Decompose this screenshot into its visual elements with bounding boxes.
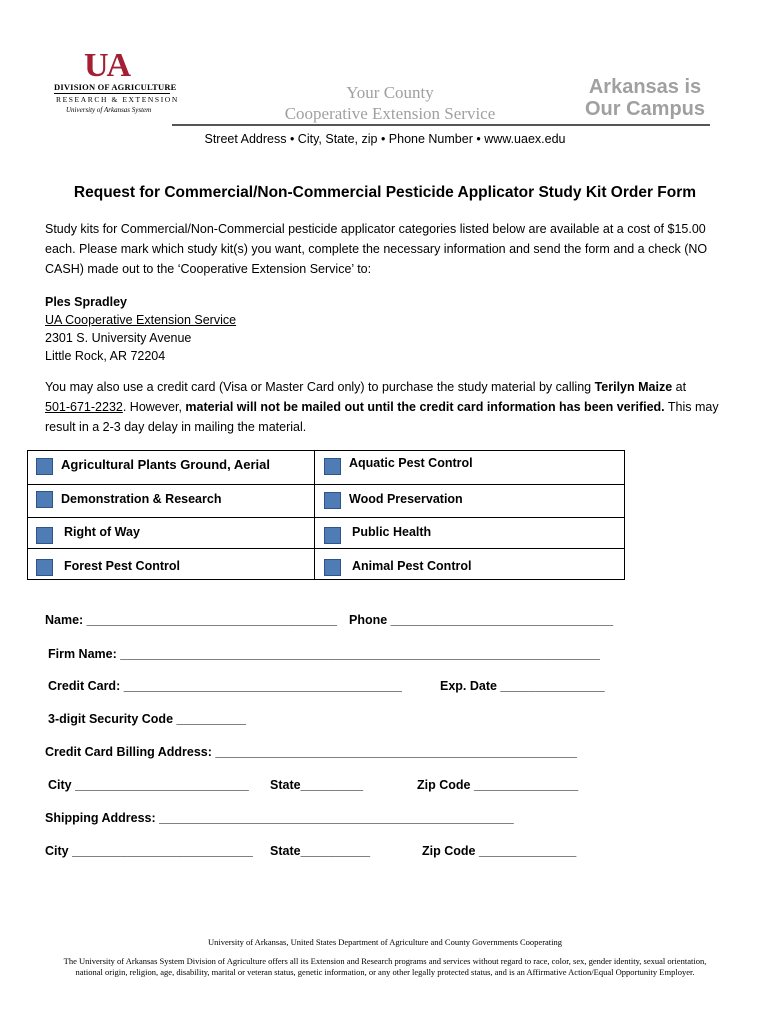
option-aquatic-pest: Aquatic Pest Control xyxy=(349,456,473,470)
credit-note-text: You may also use a credit card (Visa or Master Card only) to purchase the study material by calling xyxy=(45,380,595,394)
logo-divider xyxy=(54,93,170,94)
checkbox-forest-pest[interactable] xyxy=(36,559,53,576)
security-code-field[interactable]: 3-digit Security Code __________ xyxy=(48,712,247,726)
shipping-zip-field[interactable]: Zip Code ______________ xyxy=(422,844,577,858)
option-animal-pest: Animal Pest Control xyxy=(352,559,472,573)
billing-city-field[interactable]: City _________________________ xyxy=(48,778,249,792)
checkbox-public-health[interactable] xyxy=(324,527,341,544)
campus-line-1: Arkansas is xyxy=(588,76,702,98)
name-field[interactable]: Name: ____________________________________ xyxy=(45,613,337,627)
logo-division-text: DIVISION OF AGRICULTURE xyxy=(54,82,177,92)
campus-slogan xyxy=(570,76,720,120)
study-kit-options xyxy=(27,450,625,580)
logo-system-text: University of Arkansas System xyxy=(66,106,152,114)
shipping-address-field[interactable]: Shipping Address: ___________________________________________________ xyxy=(45,811,514,825)
option-public-health: Public Health xyxy=(352,525,432,539)
recipient-name: Ples Spradley xyxy=(45,295,127,309)
row-divider xyxy=(28,517,624,518)
county-office-name xyxy=(250,82,530,124)
footer-eeo-statement: The University of Arkansas System Division of Agriculture offers all its Extension and Research programs and services without regard to race, color, sex, gender identity, sexual orientation, national origin, religion, age, disability, marital or veteran status, genetic information, or any other legally protected status, and is an Affirmative Action/Equal Opportunity Employer. xyxy=(63,956,707,977)
county-line: Your County xyxy=(346,83,434,102)
recipient-street: 2301 S. University Avenue xyxy=(45,331,192,345)
logo-mark: UA xyxy=(84,47,130,84)
row-divider xyxy=(28,548,624,549)
credit-note-text: . However, xyxy=(122,400,186,414)
office-address: Street Address • City, State, zip • Phone Number • www.uaex.edu xyxy=(204,132,566,146)
intro-paragraph: Study kits for Commercial/Non-Commercial pesticide applicator categories listed below are available at a cost of $15.00 each. Please mark which study kit(s) you want, complete the necessary information and send the form and a check (NO CASH) made out to the ‘Cooperative Extension Service’ to: xyxy=(45,222,708,276)
billing-state-field[interactable]: State_________ xyxy=(270,778,364,792)
billing-zip-field[interactable]: Zip Code _______________ xyxy=(417,778,579,792)
firm-name-field[interactable]: Firm Name: _____________________________________________________________________ xyxy=(48,647,600,661)
billing-address-field[interactable]: Credit Card Billing Address: ____________________________________________________ xyxy=(45,745,577,759)
option-agricultural-plants: Agricultural Plants Ground, Aerial xyxy=(61,457,270,472)
header-divider xyxy=(172,124,710,126)
option-wood-preservation: Wood Preservation xyxy=(349,492,463,506)
uada-logo xyxy=(54,47,179,120)
logo-research-text: RESEARCH & EXTENSION xyxy=(56,95,179,104)
checkbox-right-of-way[interactable] xyxy=(36,527,53,544)
contact-phone-link[interactable]: 501-671-2232 xyxy=(45,400,123,414)
checkbox-agricultural-plants[interactable] xyxy=(36,458,53,475)
footer-cooperating: University of Arkansas, United States Department of Agriculture and County Governments Cooperating xyxy=(207,937,563,947)
phone-field[interactable]: Phone ________________________________ xyxy=(349,613,614,627)
exp-date-field[interactable]: Exp. Date _______________ xyxy=(440,679,605,693)
row-divider xyxy=(28,484,624,485)
form-title: Request for Commercial/Non-Commercial Pesticide Applicator Study Kit Order Form xyxy=(73,184,697,201)
campus-line-2: Our Campus xyxy=(584,98,706,120)
mailing-address xyxy=(45,293,236,365)
column-divider xyxy=(314,451,315,579)
recipient-org: UA Cooperative Extension Service xyxy=(45,313,237,327)
option-right-of-way: Right of Way xyxy=(64,525,140,539)
contact-name: Terilyn Maize xyxy=(594,380,673,394)
option-forest-pest: Forest Pest Control xyxy=(64,559,180,573)
checkbox-animal-pest[interactable] xyxy=(324,559,341,576)
checkbox-demonstration-research[interactable] xyxy=(36,491,53,508)
shipping-city-field[interactable]: City __________________________ xyxy=(45,844,253,858)
recipient-city: Little Rock, AR 72204 xyxy=(45,349,166,363)
service-line: Cooperative Extension Service xyxy=(284,104,496,123)
option-demonstration-research: Demonstration & Research xyxy=(61,492,222,506)
credit-note-text: at xyxy=(672,380,687,394)
verification-warning: material will not be mailed out until the credit card information has been verified. xyxy=(185,400,665,414)
checkbox-aquatic-pest[interactable] xyxy=(324,458,341,475)
credit-card-note xyxy=(45,377,725,437)
shipping-state-field[interactable]: State__________ xyxy=(270,844,371,858)
credit-card-field[interactable]: Credit Card: ________________________________________ xyxy=(48,679,402,693)
credit-note-text: This may result in a 2-3 day delay in mailing the material. xyxy=(45,400,719,434)
checkbox-wood-preservation[interactable] xyxy=(324,492,341,509)
